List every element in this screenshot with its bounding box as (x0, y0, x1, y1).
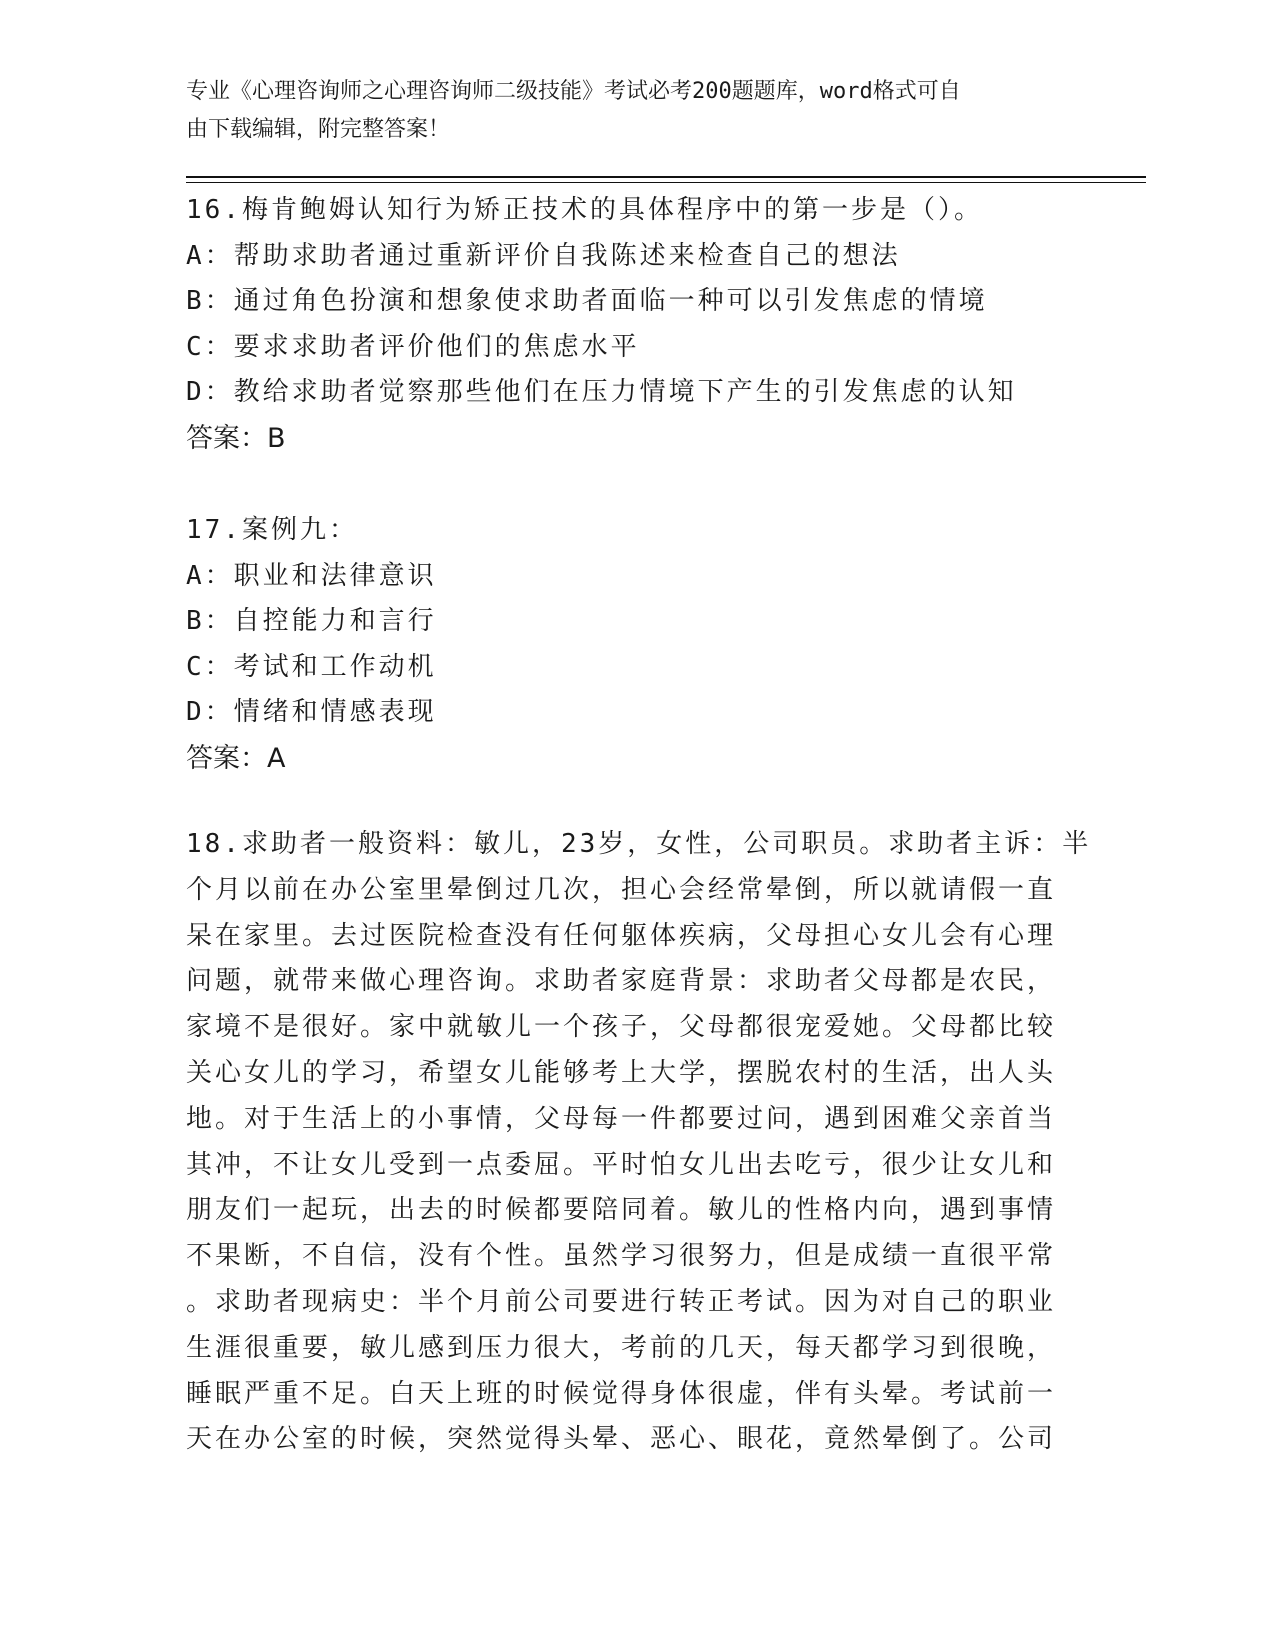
header-line-1: 专业《心理咨询师之心理咨询师二级技能》考试必考200题题库，word格式可自 (186, 79, 961, 104)
header-divider-thin (186, 182, 1146, 183)
option-b: B：自控能力和言行 (186, 606, 437, 636)
header-line-2: 由下载编辑，附完整答案！ (186, 117, 451, 142)
answer-label: 答案：A (186, 742, 286, 774)
case-line: 天在办公室的时候，突然觉得头晕、恶心、眼花，竟然晕倒了。公司 (186, 1424, 1057, 1455)
case-line: 不果断，不自信，没有个性。虽然学习很努力，但是成绩一直很平常 (186, 1241, 1057, 1272)
answer-label: 答案：B (186, 422, 286, 454)
question-18-case-text (186, 822, 1106, 1463)
option-a: A：帮助求助者通过重新评价自我陈述来检查自己的想法 (186, 240, 901, 271)
question-16 (186, 188, 1017, 461)
case-line: 睡眠严重不足。白天上班的时候觉得身体很虚，伴有头晕。考试前一 (186, 1378, 1057, 1409)
document-header (186, 73, 1066, 149)
option-c: C：考试和工作动机 (186, 651, 437, 682)
case-line: 地。对于生活上的小事情，父母每一件都要过问，遇到困难父亲首当 (186, 1103, 1057, 1134)
option-d: D：情绪和情感表现 (186, 697, 437, 727)
case-line: 个月以前在办公室里晕倒过几次，担心会经常晕倒，所以就请假一直 (186, 874, 1057, 905)
option-b: B：通过角色扮演和想象使求助者面临一种可以引发焦虑的情境 (186, 286, 988, 316)
option-c: C：要求求助者评价他们的焦虑水平 (186, 331, 640, 362)
option-a: A：职业和法律意识 (186, 560, 437, 591)
case-line: 关心女儿的学习，希望女儿能够考上大学，摆脱农村的生活，出人头 (186, 1057, 1057, 1088)
question-stem: 16.梅肯鲍姆认知行为矫正技术的具体程序中的第一步是（）。 (186, 195, 983, 225)
question-stem: 17.案例九： (186, 515, 358, 545)
case-line: 问题，就带来做心理咨询。求助者家庭背景：求助者父母都是农民， (186, 966, 1057, 997)
case-line: 其冲，不让女儿受到一点委屈。平时怕女儿出去吃亏，很少让女儿和 (186, 1149, 1057, 1180)
case-line: 18.求助者一般资料：敏儿，23岁，女性，公司职员。求助者主诉：半 (186, 829, 1092, 859)
case-line: 朋友们一起玩，出去的时候都要陪同着。敏儿的性格内向，遇到事情 (186, 1195, 1057, 1226)
case-line: 家境不是很好。家中就敏儿一个孩子，父母都很宠爱她。父母都比较 (186, 1012, 1057, 1043)
header-divider-thick (186, 176, 1146, 178)
case-line: 呆在家里。去过医院检查没有任何躯体疾病，父母担心女儿会有心理 (186, 920, 1057, 951)
case-line: 生涯很重要，敏儿感到压力很大，考前的几天，每天都学习到很晚， (186, 1332, 1057, 1363)
option-d: D：教给求助者觉察那些他们在压力情境下产生的引发焦虑的认知 (186, 377, 1017, 407)
case-line: 。求助者现病史：半个月前公司要进行转正考试。因为对自己的职业 (186, 1286, 1057, 1317)
question-17 (186, 508, 437, 781)
